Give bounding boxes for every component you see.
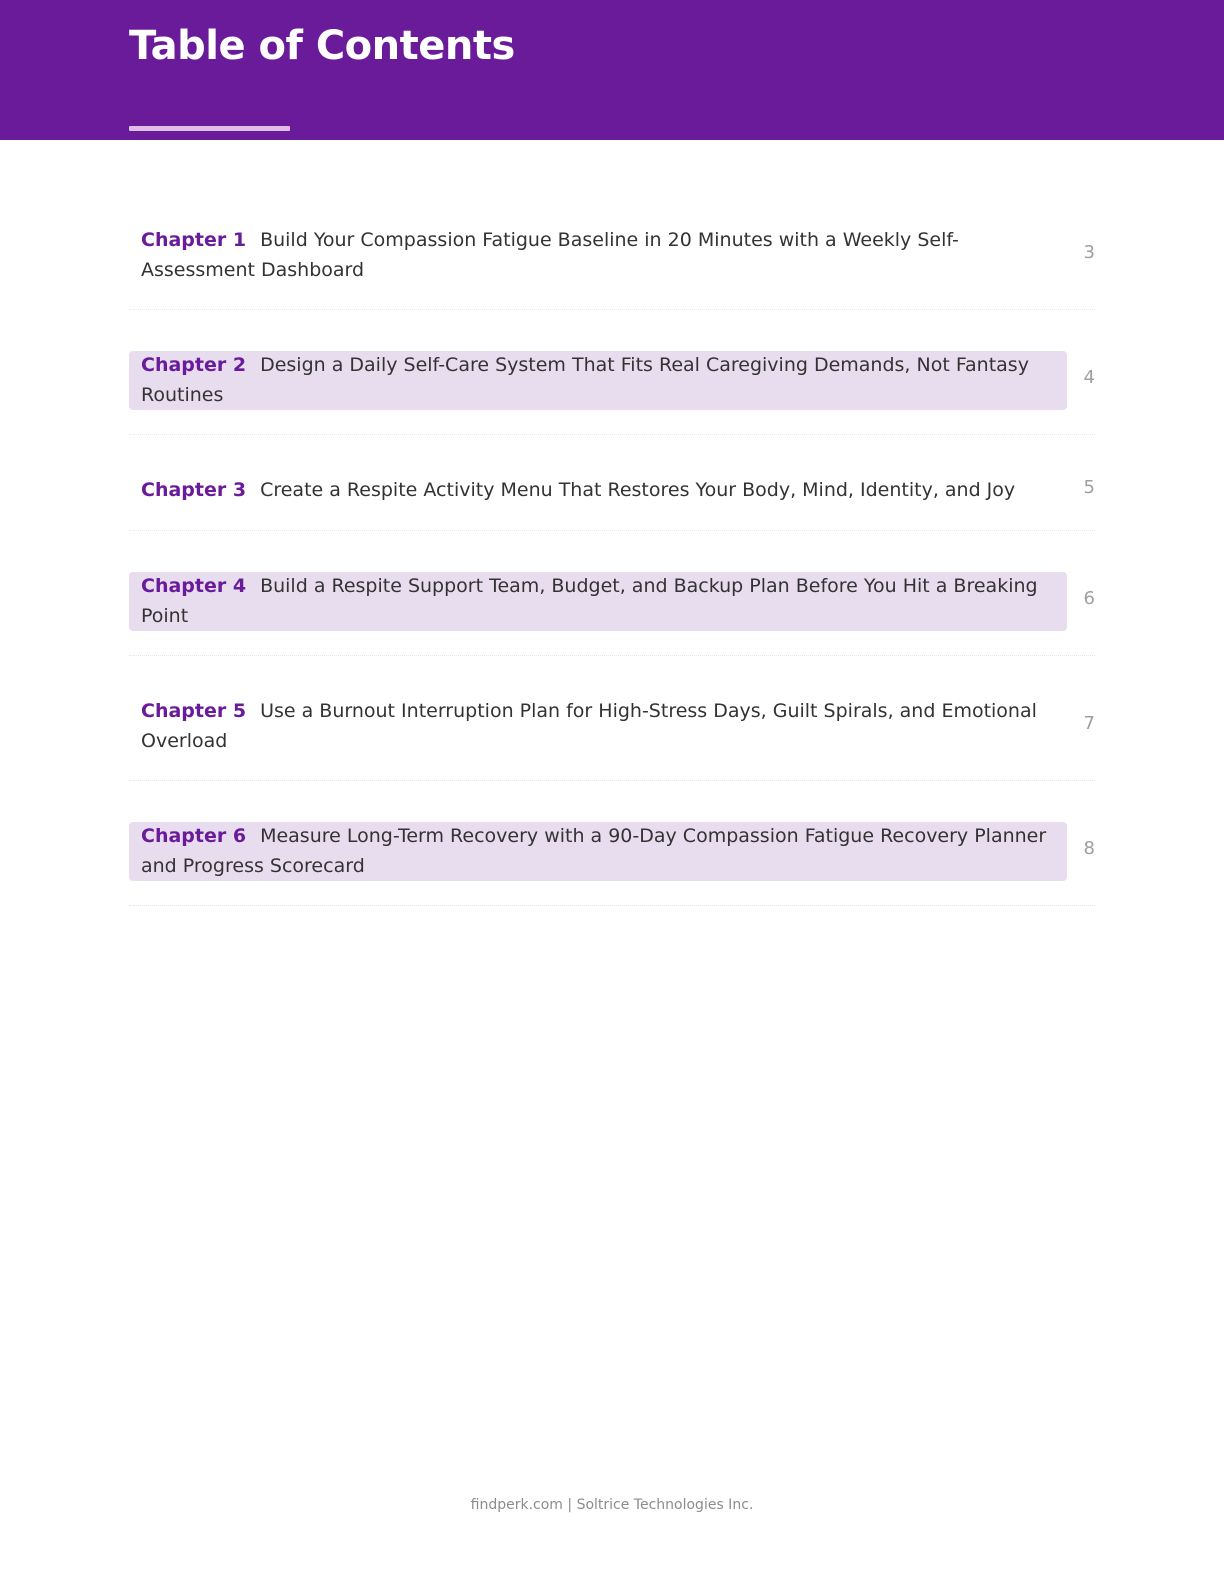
page-number: 6: [1083, 588, 1095, 609]
chapter-title: Use a Burnout Interruption Plan for High-Stress Days, Guilt Spirals, and Emotional Overload: [141, 700, 1037, 752]
toc-entry-text: [129, 572, 1067, 631]
chapter-title: Create a Respite Activity Menu That Restores Your Body, Mind, Identity, and Joy: [260, 479, 1016, 501]
row-divider: [129, 434, 1095, 435]
toc-entry-3[interactable]: [129, 465, 1095, 561]
chapter-title: Build Your Compassion Fatigue Baseline in 20 Minutes with a Weekly Self-Assessment Dashboard: [141, 229, 959, 281]
row-divider: [129, 530, 1095, 531]
title-underline: [129, 126, 290, 131]
chapter-label: Chapter 1: [141, 229, 247, 251]
page-number: 5: [1083, 477, 1095, 498]
toc-entry-4[interactable]: [129, 561, 1095, 686]
toc-entry-6[interactable]: [129, 811, 1095, 936]
toc-entry-2[interactable]: [129, 340, 1095, 465]
page-number: 3: [1083, 242, 1095, 263]
page-number: 8: [1083, 838, 1095, 859]
chapter-label: Chapter 3: [141, 479, 247, 501]
toc-entry-text: [129, 351, 1067, 410]
row-divider: [129, 309, 1095, 310]
chapter-label: Chapter 5: [141, 700, 247, 722]
chapter-label: Chapter 2: [141, 354, 247, 376]
toc-entry-text: [129, 226, 1067, 285]
toc-entry-text: [129, 697, 1067, 756]
table-of-contents: [129, 214, 1095, 936]
chapter-label: Chapter 4: [141, 575, 247, 597]
row-divider: [129, 780, 1095, 781]
toc-entry-1[interactable]: [129, 214, 1095, 340]
page-footer: findperk.com | Soltrice Technologies Inc.: [470, 1497, 754, 1513]
chapter-title: Design a Daily Self-Care System That Fits Real Caregiving Demands, Not Fantasy Routines: [141, 354, 1029, 406]
toc-entry-text: [129, 476, 1067, 506]
page-title: Table of Contents: [129, 23, 515, 69]
page-number: 7: [1083, 713, 1095, 734]
row-divider: [129, 905, 1095, 906]
toc-entry-text: [129, 822, 1067, 881]
chapter-title: Build a Respite Support Team, Budget, and Backup Plan Before You Hit a Breaking Point: [141, 575, 1038, 627]
chapter-label: Chapter 6: [141, 825, 247, 847]
row-divider: [129, 655, 1095, 656]
chapter-title: Measure Long-Term Recovery with a 90-Day Compassion Fatigue Recovery Planner and Progress Scorecard: [141, 825, 1047, 877]
header-band: [0, 0, 1224, 140]
toc-entry-5[interactable]: [129, 686, 1095, 811]
page-number: 4: [1083, 367, 1095, 388]
